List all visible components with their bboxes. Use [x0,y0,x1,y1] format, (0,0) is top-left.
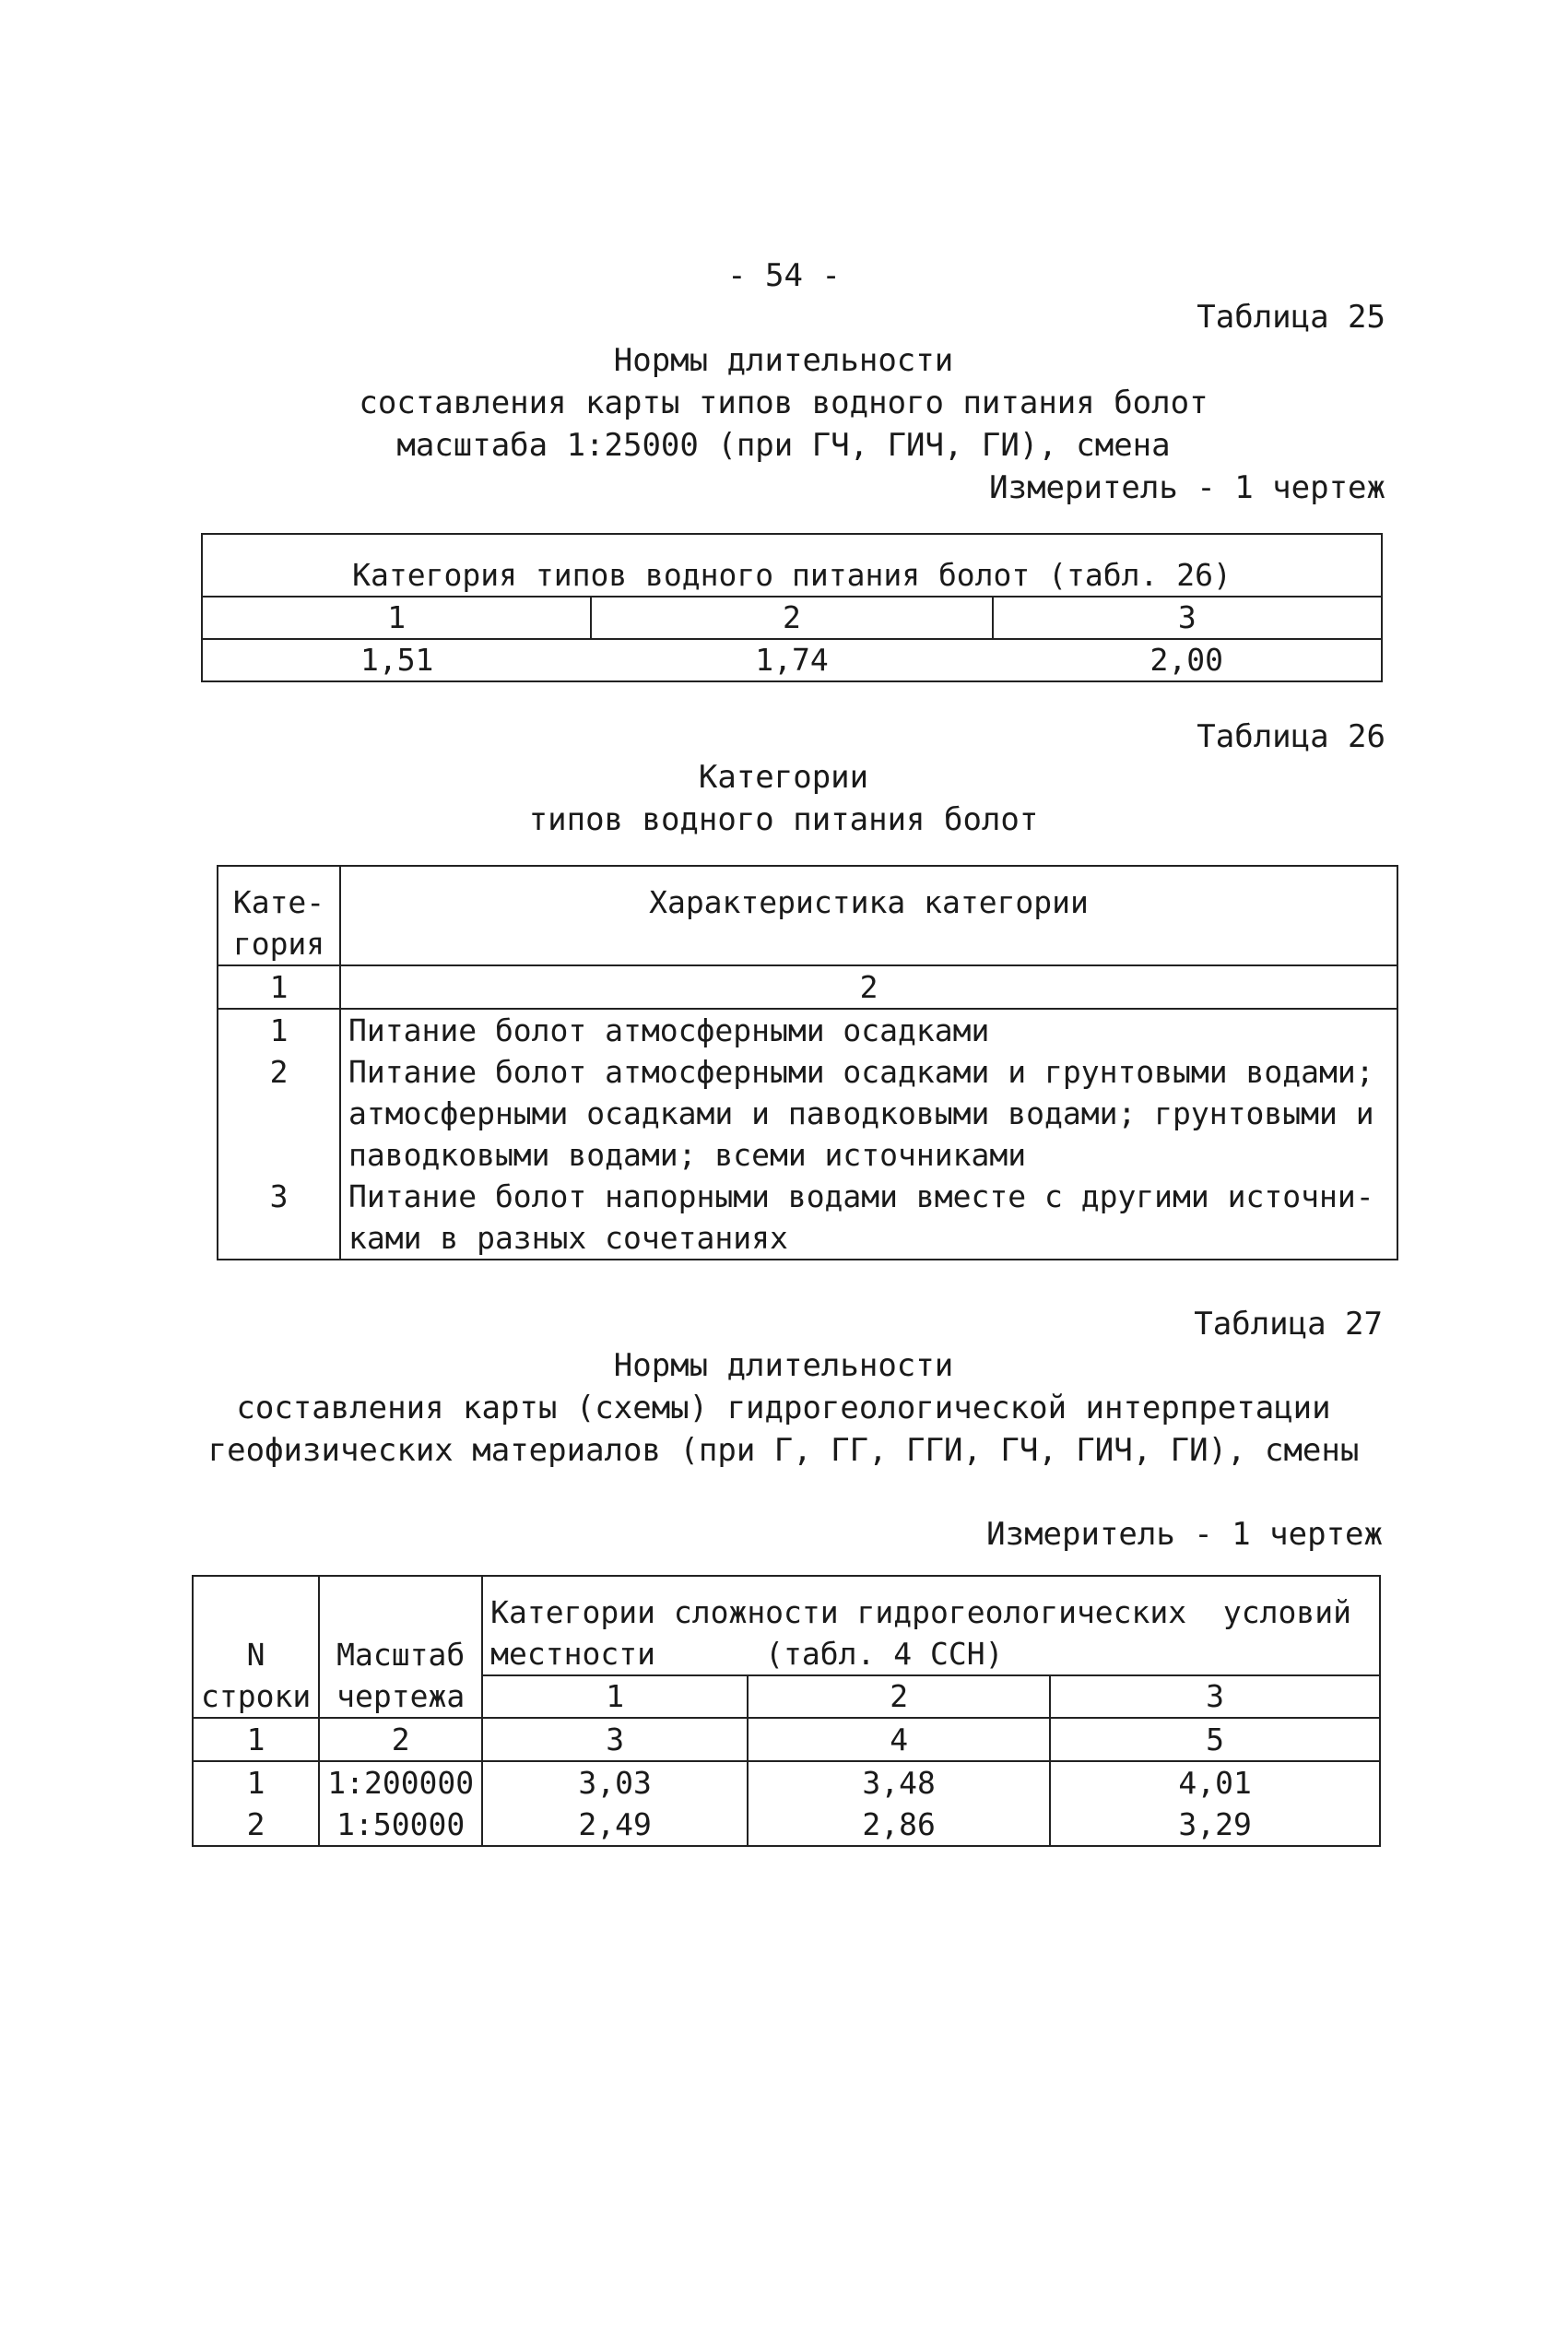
table-25-unit: Измеритель - 1 чертеж [989,469,1385,506]
table-27-row-2-v1: 2,49 [482,1804,748,1846]
table-27-head-n-2: строки [193,1675,319,1718]
table-27-row-1-v1: 3,03 [482,1761,748,1804]
table-26-col-1: 1 [218,965,340,1009]
table-25-title-line-1: Нормы длительности [613,342,954,379]
table-27-col-number-4: 4 [748,1718,1050,1761]
table-27-col-number-5: 5 [1050,1718,1380,1761]
table-27-cat-col-1: 1 [482,1675,748,1718]
table-27-cat-col-3: 3 [1050,1675,1380,1718]
table-25-col-3: 3 [993,597,1382,639]
table-26-label: Таблица 26 [1197,718,1385,755]
table-26-col-2: 2 [340,965,1397,1009]
table-27-row-2-v2: 2,86 [748,1804,1050,1846]
table-27-cat-col-2: 2 [748,1675,1050,1718]
table-27-col-number-3: 3 [482,1718,748,1761]
table-25-values-row [202,639,1382,681]
table-row [218,1051,1397,1176]
table-26-row-1-category: 1 [218,1009,340,1051]
table-25-header: Категория типов водного питания болот (табл. 26) [202,555,1382,597]
table-27-row-1-n: 1 [193,1761,319,1804]
table-26-header-row [218,866,1397,965]
table-25-title-line-3: масштаба 1:25000 (при ГЧ, ГИЧ, ГИ), смена [396,427,1171,464]
table-26-row-2-category: 2 [218,1051,340,1176]
table-25-title-line-2: составления карты типов водного питания болот [359,385,1208,421]
table-27-header-row-2 [193,1675,1380,1718]
table-26-title-line-1: Категории [698,759,869,796]
table-27-row-1-v2: 3,48 [748,1761,1050,1804]
table-27-head-n: N [193,1576,319,1675]
table-27-head-scale-2: чертежа [319,1675,482,1718]
table-row [193,1761,1380,1804]
table-25-col-1: 1 [202,597,591,639]
table-26 [217,865,1398,1260]
table-27-row-2-scale: 1:50000 [319,1804,482,1846]
table-27-row-1-v3: 4,01 [1178,1765,1252,1801]
table-27-title-line-1: Нормы длительности [613,1347,954,1384]
table-26-row-2-text: Питание болот атмосферными осадками и грунтовыми водами; атмосферными осадками и паводковыми водами; грунтовыми и паводковыми водами; всеми источниками [348,1054,1374,1173]
table-27-unit: Измеритель - 1 чертеж [986,1516,1383,1553]
table-27-title-line-3: геофизических материалов (при Г, ГГ, ГГИ, ГЧ, ГИЧ, ГИ), смены [207,1432,1360,1469]
table-25-col-numbers [202,597,1382,639]
table-25-header-row [202,555,1382,597]
table-27-title-line-2: составления карты (схемы) гидрогеологической интерпретации [236,1390,1331,1426]
table-25 [201,533,1383,682]
page-number: - 54 - [727,257,841,294]
table-26-row-3-text: Питание болот напорными водами вместе с другими источни- ками в разных сочетаниях [348,1178,1374,1256]
table-27 [192,1575,1381,1847]
table-25-value-3: 2,00 [993,639,1382,681]
table-26-col-numbers [218,965,1397,1009]
table-27-head-categories: Категории сложности гидрогеологических условий местности (табл. 4 ССН) [482,1576,1380,1675]
table-25-value-2: 1,74 [591,639,992,681]
table-27-head-scale: Масштаб [319,1576,482,1675]
table-26-title-line-2: типов водного питания болот [528,801,1039,838]
table-27-row-2-n: 2 [193,1804,319,1846]
table-25-value-1: 1,51 [202,639,591,681]
table-row [218,1176,1397,1260]
table-27-label: Таблица 27 [1194,1306,1383,1343]
table-26-head-category: Кате- гория [218,866,340,965]
table-26-head-characteristic: Характеристика категории [340,866,1397,965]
table-27-row-2-v3: 3,29 [1178,1806,1252,1842]
table-27-row-1-scale: 1:200000 [319,1761,482,1804]
table-row [193,1804,1380,1846]
table-27-col-number-1: 1 [193,1718,319,1761]
table-row [218,1009,1397,1051]
table-27-col-number-2: 2 [319,1718,482,1761]
table-27-header-row-1 [193,1576,1380,1675]
table-25-label: Таблица 25 [1197,299,1385,336]
table-26-row-1-text: Питание болот атмосферными осадками [348,1012,990,1048]
table-27-col-numbers [193,1718,1380,1761]
table-25-col-2: 2 [591,597,992,639]
table-26-row-3-category: 3 [218,1176,340,1260]
